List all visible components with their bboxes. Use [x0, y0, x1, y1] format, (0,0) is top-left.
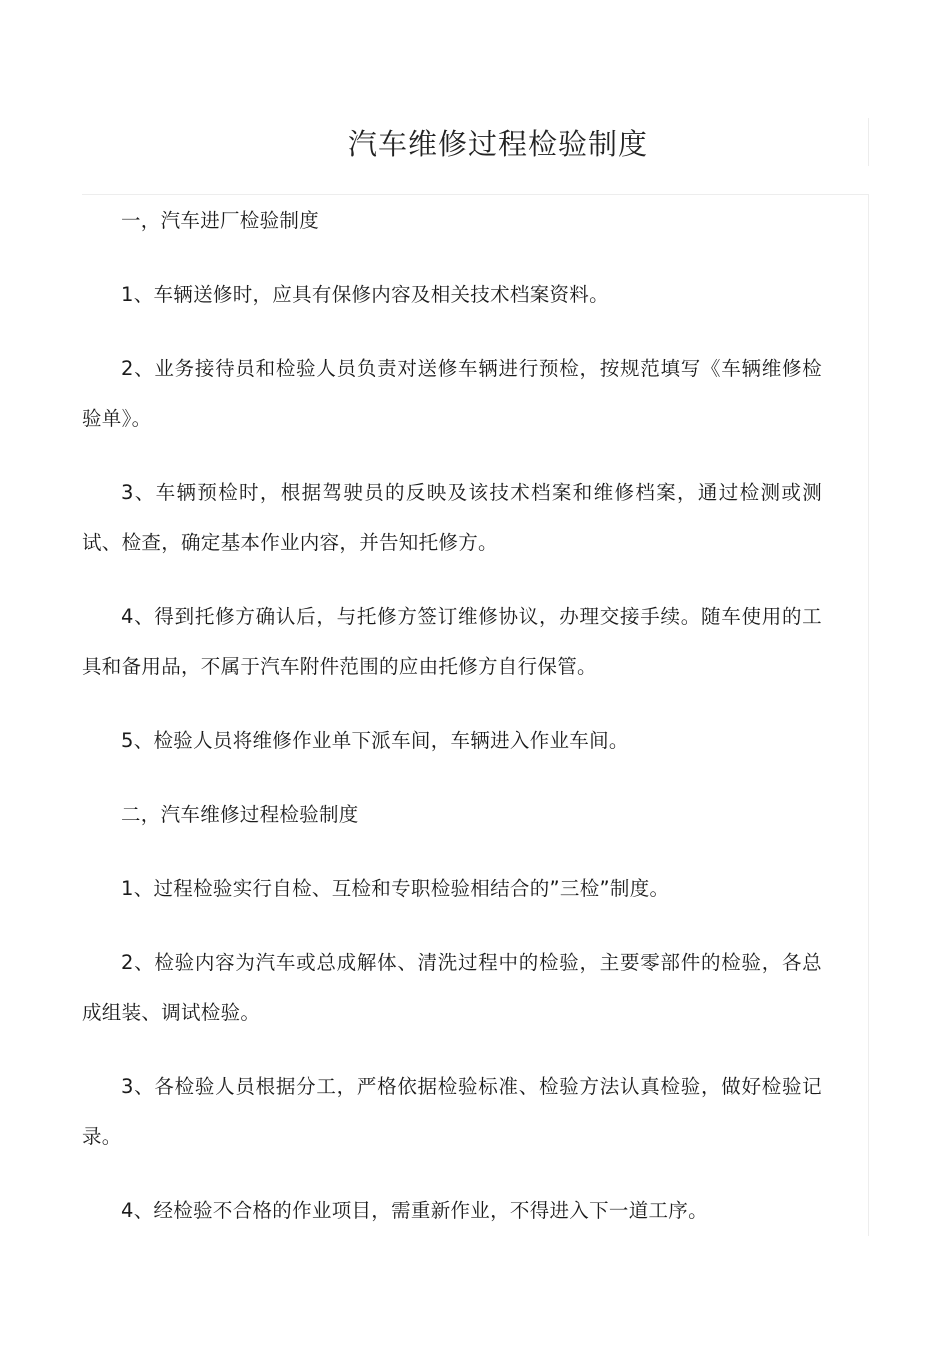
- paragraph-1-3: 3、车辆预检时，根据驾驶员的反映及该技术档案和维修档案，通过检测或测试、检查，确定基本作业内容，并告知托修方。: [82, 481, 822, 554]
- document-body: [82, 196, 822, 1260]
- paragraph-2-2: 2、检验内容为汽车或总成解体、清洗过程中的检验，主要零部件的检验，各总成组装、调试检验。: [82, 951, 822, 1024]
- paragraph-2-3: 3、各检验人员根据分工，严格依据检验标准、检验方法认真检验，做好检验记录。: [82, 1075, 822, 1148]
- paragraph-2-4: 4、经检验不合格的作业项目，需重新作业，不得进入下一道工序。: [121, 1199, 708, 1222]
- section-heading-2: 二，汽车维修过程检验制度: [121, 803, 359, 826]
- paragraph-2-1: 1、过程检验实行自检、互检和专职检验相结合的”三检”制度。: [121, 877, 670, 900]
- paragraph-1-2: 2、业务接待员和检验人员负责对送修车辆进行预检，按规范填写《车辆维修检验单》。: [82, 357, 822, 430]
- paragraph-1-4: 4、得到托修方确认后，与托修方签订维修协议，办理交接手续。随车使用的工具和备用品，不属于汽车附件范围的应由托修方自行保管。: [82, 605, 822, 678]
- section-heading-1: 一，汽车进厂检验制度: [121, 209, 320, 232]
- paragraph-1-1: 1、车辆送修时，应具有保修内容及相关技术档案资料。: [121, 283, 609, 306]
- paragraph-1-5: 5、检验人员将维修作业单下派车间，车辆进入作业车间。: [121, 729, 629, 752]
- page-title: 汽车维修过程检验制度: [347, 127, 648, 161]
- margin-rule-right: [868, 194, 869, 1236]
- header-rule: [82, 194, 869, 195]
